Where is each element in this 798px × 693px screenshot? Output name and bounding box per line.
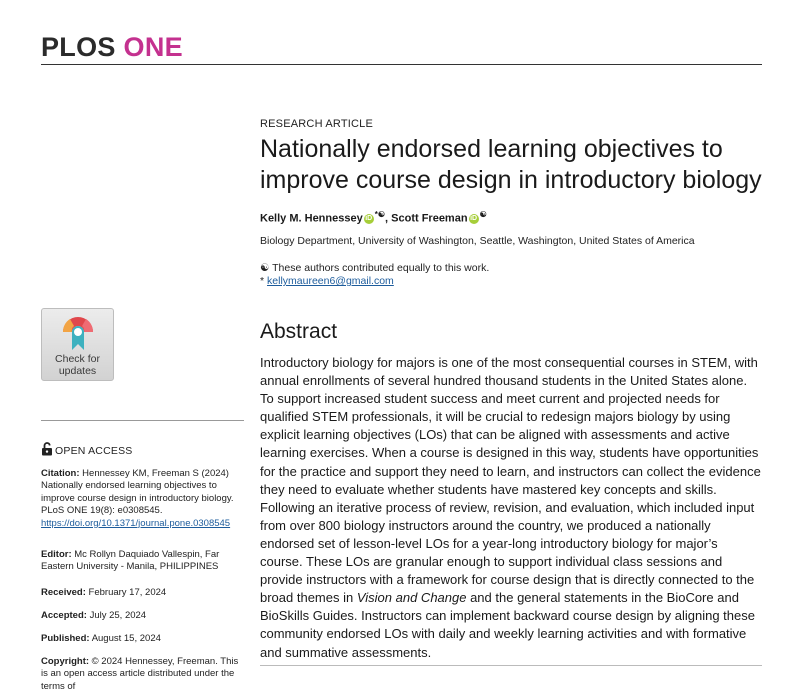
equal-contribution-note: ☯ These authors contributed equally to this work. (260, 262, 490, 274)
email-link[interactable]: kellymaureen6@gmail.com (267, 275, 394, 287)
copyright-block: Copyright: © 2024 Hennessey, Freeman. This is an open access article distributed under the terms of (41, 656, 239, 692)
author-list (260, 210, 487, 225)
logo-plos: PLOS (41, 32, 116, 62)
abstract-text: Introductory biology for majors is one of the most consequential courses in STEM, with annual enrollments of several hundred thousand students in the United States alone. To support increased student success and meet current and projected needs for qualified STEM professionals, it will be crucial to redesign majors biology by using explicit learning objectives (LOs) that can be aligned with assessments and active learning exercises. When a course is designed in this way, students have opportunities for the practice and support they need to learn, and instructors can collect the evidence they need to evaluate whether students have mastered key concepts and skills. Following an iterative process of review, revision, and evaluation, which included input from over 800 biology instructors around the country, we produced a nationally endorsed set of lesson-level LOs for a year-long introductory biology for major’s course. These LOs are granular enough to support individual class sessions and provide instructors with a framework for course design that is directly connected to the broad themes in Vision and Change and the general statements in the BioCore and BioSkills Guides. Instructors can implement backward course design by aligning these community endorsed LOs with daily and weekly learning activities and with formative and summative assessments. (260, 355, 761, 660)
unlocked-padlock-icon (41, 442, 53, 456)
vision-and-change-title: Vision and Change (356, 590, 467, 606)
article-title: Nationally endorsed learning objectives to improve course design in introductory biology (260, 135, 762, 194)
corresponding-email-note (260, 275, 394, 287)
author-name[interactable]: Scott Freeman (391, 212, 468, 225)
abstract-heading: Abstract (260, 320, 338, 343)
check-for-updates-button[interactable] (41, 308, 114, 381)
journal-logo (41, 32, 183, 63)
editor-block (41, 549, 246, 574)
editor-label: Editor: (41, 549, 72, 560)
corresponding-mark: * (374, 210, 378, 219)
author-name[interactable]: Kelly M. Hennessey (260, 212, 363, 225)
editor-text: Mc Rollyn Daquiado Vallespin, Far Eastern University - Manila, PHILIPPINES (41, 549, 220, 573)
equal-contribution-mark: ☯ (377, 210, 386, 219)
affiliation: Biology Department, University of Washington, Seattle, Washington, United States of America (260, 235, 695, 247)
check-for-updates-label: Check for updates (55, 353, 100, 377)
published-date: Published: August 15, 2024 (41, 633, 161, 644)
email-prefix: * (260, 275, 268, 287)
header-divider (41, 64, 762, 65)
section-divider (260, 665, 762, 666)
article-type: RESEARCH ARTICLE (260, 118, 374, 130)
citation-text: Hennessey KM, Freeman S (2024) Nationally endorsed learning objectives to improve course design in introductory biology. PLoS ONE 19(8): e0308545. (41, 468, 234, 517)
citation-label: Citation: (41, 468, 80, 479)
received-date: Received: February 17, 2024 (41, 587, 167, 598)
equal-contribution-mark: ☯ (479, 210, 487, 219)
author-separator: , (385, 212, 389, 225)
sidebar-divider (41, 420, 244, 421)
crossmark-icon (60, 314, 96, 352)
open-access-badge (41, 442, 132, 457)
accepted-date: Accepted: July 25, 2024 (41, 610, 147, 621)
logo-one: ONE (123, 32, 183, 62)
citation-block (41, 468, 246, 530)
doi-link[interactable]: https://doi.org/10.1371/journal.pone.0308545 (41, 517, 231, 529)
orcid-icon[interactable]: iD (365, 214, 373, 222)
open-access-label: OPEN ACCESS (55, 445, 133, 457)
orcid-icon[interactable]: iD (470, 214, 478, 222)
